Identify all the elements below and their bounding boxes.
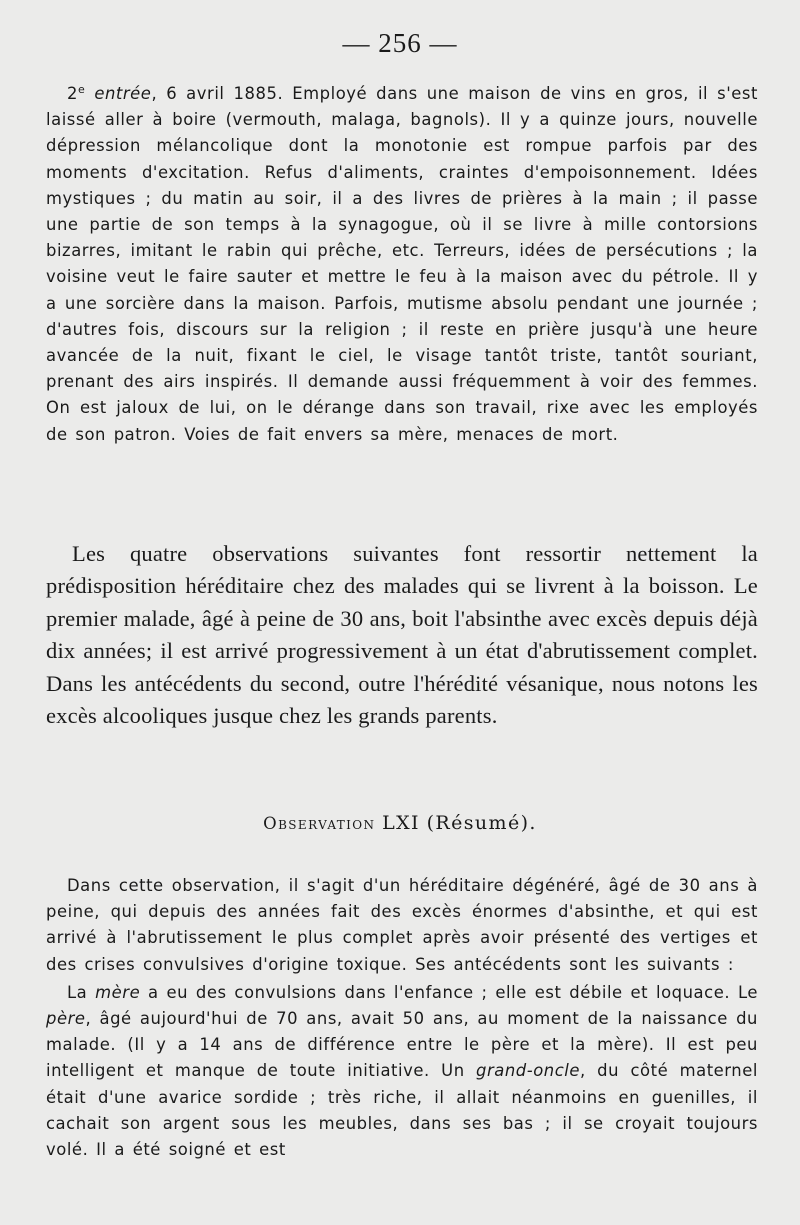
mere-text: a eu des convulsions dans l'enfance ; elle est débile et loquace. Le (140, 982, 758, 1002)
oncle-word: grand-oncle (476, 1061, 581, 1081)
main-paragraph: Les quatre observations suivantes font ressortir nettement la prédisposition héréditaire chez des malades qui se livrent à la boisson. Le premier malade, âgé à peine de 30 ans, boit l'absinthe avec excès depuis déjà dix années; il est arrivé progressivement à un état d'abrutissement complet. Dans les antécédents du second, outre l'hérédité vésanique, nous notons les excès alcooliques jusque chez les grands parents. (46, 541, 758, 729)
observation-heading-number: LXI (382, 812, 420, 834)
observation-summary: Dans cette observation, il s'agit d'un héréditaire dégénéré, âgé de 30 ans à peine, qui depuis des années fait des excès énormes d'absinthe, et qui est arrivé à l'abrutissement le plus complet après avoir présenté des vertiges et des crises convulsives d'origine toxique. Ses antécédents sont les suivants : (46, 876, 758, 974)
entry-label: entrée (94, 84, 152, 103)
pere-text: , âgé aujourd'hui de 70 ans, avait 50 ans, au moment de la naissance du malade. (Il y a 14 ans de différence entre le père et la mère). Il est peu intelligent et manque de toute initiative. Un (46, 1009, 758, 1081)
observation-heading (0, 812, 800, 834)
observation-body (46, 873, 758, 1163)
main-paragraph-block (46, 538, 758, 732)
entry-paragraph-block (46, 77, 758, 448)
observation-family-paragraph (46, 980, 758, 1163)
family-intro: La (67, 982, 96, 1002)
oncle-text: , du côté maternel était d'une avarice sordide ; très riche, il allait néanmoins en guenilles, il cachait son argent sous les meubles, dans ses bas ; il se croyait toujours volé. Il a été soigné et est (46, 1061, 758, 1160)
entry-text: , 6 avril 1885. Employé dans une maison de vins en gros, il s'est laissé aller à boire (vermouth, malaga, bagnols). Il y a quinze jours, nouvelle dépression mélancolique dont la monotonie est rompue parfois par des moments d'excitation. Refus d'aliments, craintes d'empoisonnement. Idées mystiques ; du matin au soir, il a des livres de prières à la main ; il passe une partie de son temps à la synagogue, où il se livre à mille contorsions bizarres, imitant le rabin qui prêche, etc. Terreurs, idées de persécutions ; la voisine veut le faire sauter et mettre le feu à la maison avec du pétrole. Il y a une sorcière dans la maison. Parfois, mutisme absolu pendant une journée ; d'autres fois, discours sur la religion ; il reste en prière jusqu'à une heure avancée de la nuit, fixant le ciel, le visage tantôt triste, tantôt souriant, prenant des airs inspirés. Il demande aussi fréquemment à voir des femmes. On est jaloux de lui, on le dérange dans son travail, rixe avec les employés de son patron. Voies de fait envers sa mère, menaces de mort. (46, 84, 759, 444)
pere-word: père (46, 1009, 86, 1029)
entry-paragraph (46, 77, 758, 448)
page-number: — 256 — (342, 28, 458, 58)
observation-heading-word: Observation (263, 814, 376, 833)
entry-ordinal-suffix: e (77, 83, 86, 96)
mere-word: mère (95, 982, 141, 1002)
observation-heading-suffix: (Résumé). (426, 812, 537, 834)
entry-ordinal: 2 (67, 84, 78, 103)
